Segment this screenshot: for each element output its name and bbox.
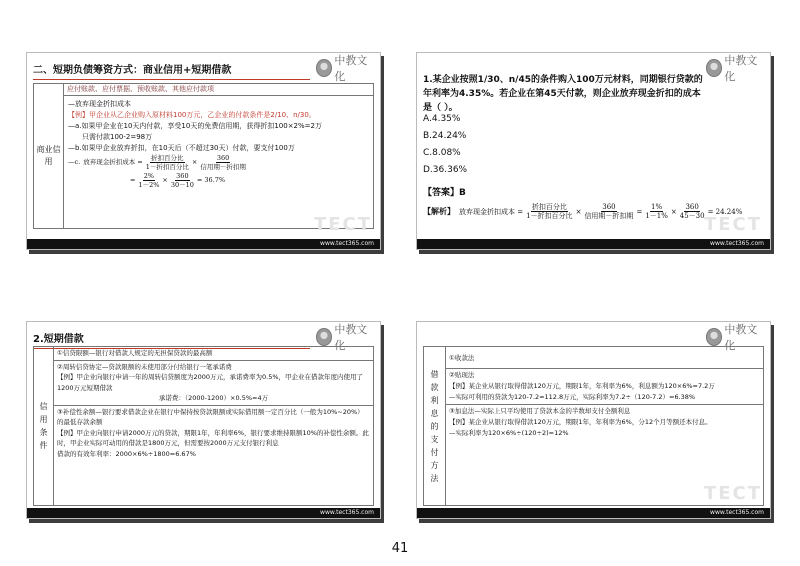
- numerator: 360: [602, 203, 616, 211]
- table-row: [54, 406, 373, 461]
- slide-short-term-loans: [26, 321, 381, 519]
- formula: [459, 203, 742, 220]
- equals-sign: =: [636, 207, 643, 216]
- footer-bar: [417, 239, 770, 249]
- fraction: [645, 203, 668, 220]
- seal-icon: [706, 59, 722, 77]
- logo: [316, 323, 374, 352]
- denominator: 信用期－折扣期: [200, 163, 246, 171]
- watermark: TECT: [703, 214, 762, 235]
- fraction: [200, 154, 246, 171]
- logo-mark: 中教文化: [334, 323, 368, 352]
- table-rows: [446, 347, 763, 505]
- row-line: —实际可利用的贷款为120-7.2=112.8万元，实际利率为7.2÷（120-7.2）=6.38%: [449, 393, 696, 401]
- formula-label: 放弃现金折扣成本 =: [83, 158, 143, 166]
- numerator: 360: [216, 154, 230, 162]
- row-label-text: 信用条件: [39, 402, 48, 450]
- logo-mark: 中教文化: [334, 54, 368, 83]
- slide-title: 2.短期借款: [33, 330, 310, 349]
- times-sign: ×: [162, 176, 168, 184]
- row-label: 商业信用: [34, 84, 64, 228]
- explanation: [423, 203, 742, 220]
- denominator: 1－折扣百分比: [526, 212, 573, 220]
- footer-bar: [27, 508, 380, 518]
- table-row: ①信贷限额—银行对借款人规定的无担保贷款的最高额: [54, 347, 373, 361]
- table-row: [54, 361, 373, 406]
- row-line: 【例】甲企业向银行申请一年的周转信贷额度为2000万元，承诺费率为0.5%，甲企业在借款年度内使用了1200万元短期借款: [57, 373, 364, 392]
- slide-exercise: [416, 52, 771, 250]
- line: —放弃现金折扣成本: [68, 100, 131, 108]
- numerator: 360: [176, 172, 189, 180]
- row-label-text: 借款利息的支付方法: [430, 369, 439, 483]
- numerator: 2%: [143, 172, 155, 180]
- row-line: ③补偿性余额—银行要求借款企业在银行中保持按贷款限额或实际借用额一定百分比（一般为10%~20%）的最低存款余额: [57, 407, 364, 426]
- content-table: [33, 83, 374, 229]
- numerator: 1%: [651, 203, 663, 211]
- times-sign: ×: [575, 207, 582, 216]
- content-table: [33, 346, 374, 506]
- slide-title: 二、短期负债筹资方式：商业信用+短期借款: [33, 61, 310, 80]
- options-list: [423, 111, 467, 179]
- explanation-label: 【解析】: [423, 207, 455, 216]
- footer-bar: [27, 239, 380, 249]
- numerator: 折扣百分比: [151, 154, 184, 162]
- row-line: 借款的有效年利率：2000×6%÷1800=6.67%: [57, 449, 196, 458]
- answer: 【答案】B: [423, 188, 466, 198]
- option: C.8.08%: [423, 148, 461, 158]
- row-line: 【例】某企业从银行取得借款120万元，期限1年，年利率为6%，分12个月等额还本付息。: [449, 418, 712, 426]
- table-row: ①收款法: [446, 347, 763, 369]
- denominator: 信用期－折扣期: [584, 212, 634, 220]
- equals-sign: =: [130, 176, 136, 184]
- row-label: [424, 347, 446, 505]
- result: = 24.24%: [707, 207, 743, 216]
- row-line: ②贴现法: [449, 371, 475, 379]
- denominator: 1－2%: [138, 181, 160, 189]
- table-row: [446, 405, 763, 440]
- line: —b.如果甲企业放弃折扣，在10天后（不超过30天）付款，要支付100万: [68, 144, 295, 152]
- option: B.24.24%: [423, 131, 467, 141]
- fraction: [526, 203, 572, 220]
- line: —a.如果甲企业在10天内付款，享受10天的免费信用期，获得折扣100×2%=2万: [68, 122, 322, 130]
- fraction: [138, 172, 159, 189]
- seal-icon: [316, 59, 332, 77]
- row-line: —实际利率为120×6%÷(120÷2)=12%: [449, 429, 569, 437]
- logo-mark: 中教文化: [724, 54, 758, 83]
- denominator: 45－30: [679, 212, 705, 220]
- row-line: ③加息法—实际上只平均使用了贷款本金的半数却支付全额利息: [449, 407, 631, 415]
- slide-interest-payment: [416, 321, 771, 519]
- top-row: 应付账款、应付票据、预收账款、其他应付款项: [64, 84, 373, 96]
- option: D.36.36%: [423, 165, 468, 175]
- denominator: 30－10: [170, 181, 194, 189]
- footer-url: www.tect365.com: [320, 240, 374, 247]
- question-text: 1.某企业按照1/30、n/45的条件购入100万元材料，同期银行贷款的年利率为4.35%。若企业在第45天付款，则企业放弃现金折扣的成本是（ ）。: [423, 75, 703, 113]
- table-body: [68, 99, 369, 189]
- footer-url: www.tect365.com: [710, 240, 764, 247]
- formula: [68, 154, 369, 171]
- seal-icon: [706, 328, 722, 346]
- seal-icon: [316, 328, 332, 346]
- result: = 36.7%: [196, 176, 226, 184]
- slide-commercial-credit: [26, 52, 381, 250]
- row-line: 【例】某企业从银行取得借款120万元，期限1年，年利率为6%，利息额为120×6%=7.2万: [449, 382, 715, 390]
- fraction: [146, 154, 189, 171]
- footer-url: www.tect365.com: [710, 509, 764, 516]
- logo-mark: 中教文化: [724, 323, 758, 352]
- option: A.4.35%: [423, 114, 461, 124]
- line: —c.: [68, 158, 81, 166]
- fraction: [584, 203, 633, 220]
- footer-bar: [417, 508, 770, 518]
- content-table: [423, 346, 764, 506]
- line: 【例】甲企业从乙企业购入原材料100万元，乙企业的付款条件是2/10、n/30。: [68, 111, 316, 119]
- row-line: 【例】甲企业向银行申请2000万元的贷款，期限1年，年利率6%，银行要求维持限额10%的补偿性余额。此时，甲企业实际可动用的借款是1800万元，但需要按2000万元支付银行利息: [57, 428, 369, 447]
- times-sign: ×: [191, 158, 198, 166]
- formula-calc: [68, 172, 369, 189]
- logo: [706, 323, 764, 352]
- watermark: TECT: [703, 483, 762, 504]
- row-line: ②周转信贷协定—贷款限额的未使用部分付给银行一笔承诺费: [57, 362, 232, 371]
- fraction: [171, 172, 194, 189]
- fraction: [680, 203, 705, 220]
- page-number: 41: [391, 541, 409, 556]
- numerator: 折扣百分比: [531, 203, 567, 211]
- denominator: 1－折扣百分比: [145, 163, 189, 171]
- row-line: 承诺费：（2000-1200）×0.5%=4万: [158, 394, 269, 402]
- numerator: 360: [685, 203, 699, 211]
- row-label: [34, 347, 54, 505]
- line: 只需付款100-2=98万: [82, 133, 153, 141]
- watermark: TECT: [313, 214, 372, 235]
- table-rows: [54, 347, 373, 505]
- denominator: 1－1%: [645, 212, 668, 220]
- footer-url: www.tect365.com: [320, 509, 374, 516]
- table-row: [446, 369, 763, 405]
- formula-label: 放弃现金折扣成本 =: [459, 207, 524, 216]
- logo: [706, 54, 764, 83]
- times-sign: ×: [670, 207, 677, 216]
- logo: [316, 54, 374, 83]
